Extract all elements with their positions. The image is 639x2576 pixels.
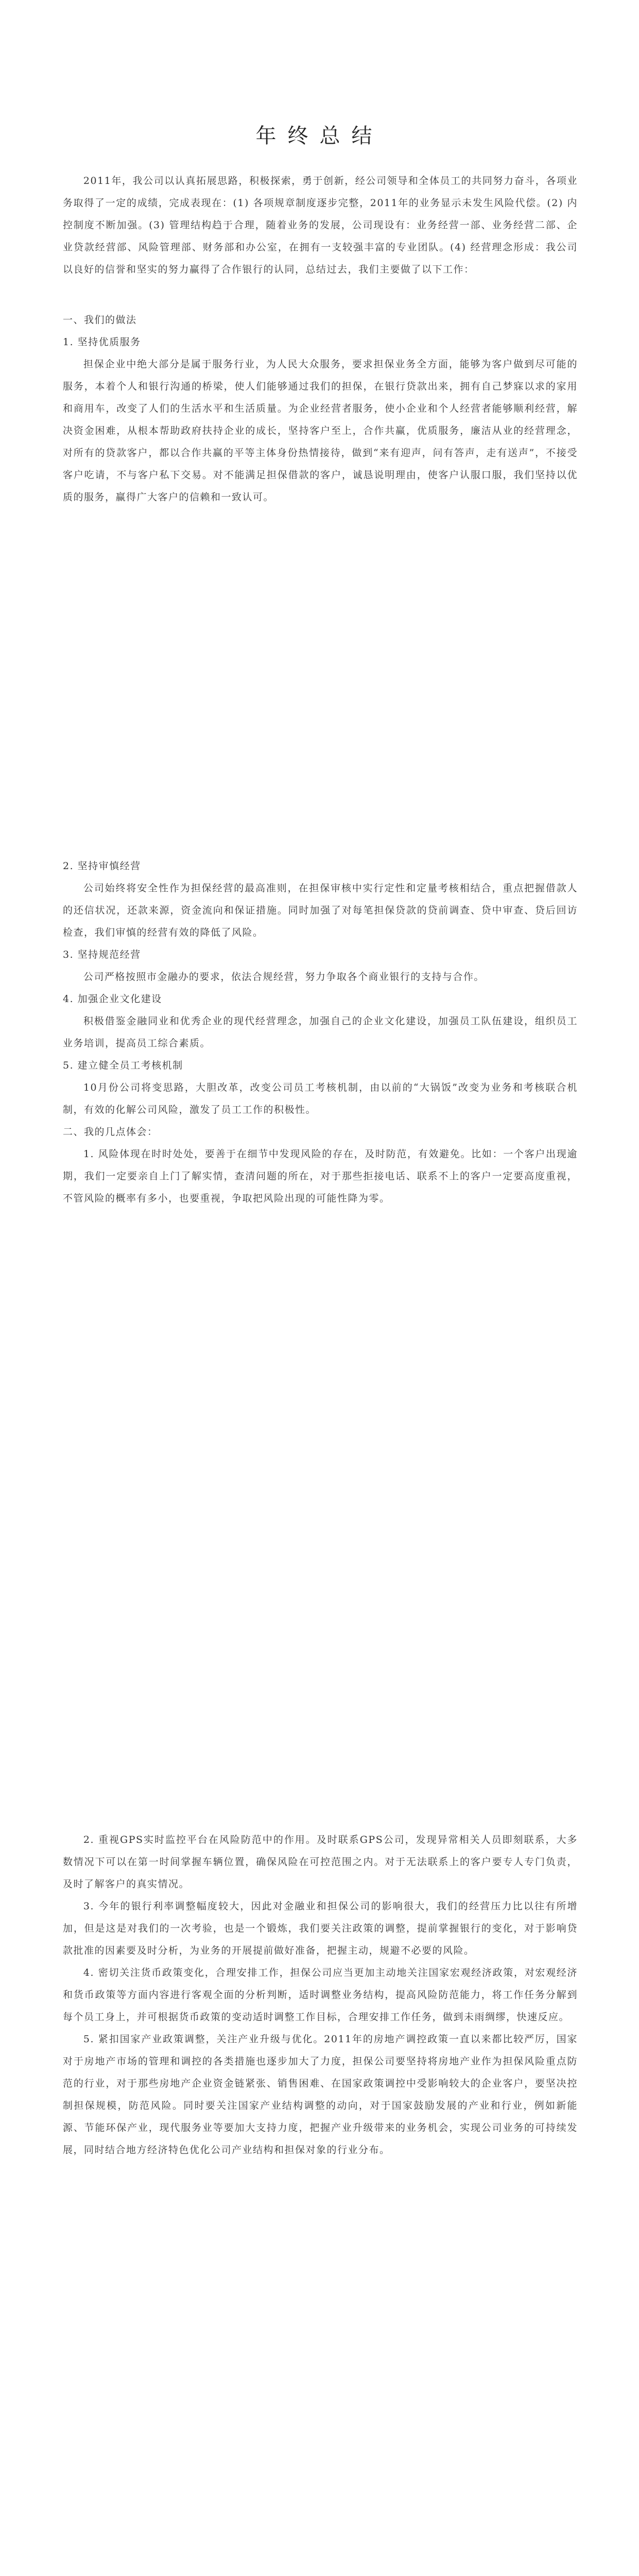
item-3-title: 3. 坚持规范经营 [63,949,141,960]
item-2-title: 2. 坚持审慎经营 [63,860,141,872]
section-heading-experiences: 二、我的几点体会： [63,1126,158,1138]
section-one [63,309,578,509]
item-4-title: 4. 加强企业文化建设 [63,993,162,1005]
intro-paragraph: 2011年，我公司以认真拓展思路，积极探索，勇于创新，经公司领导和全体员工的共同努力奋斗，各项业务取得了一定的成绩，完成表现在：(1) 各项规章制度逐步完整，2011年的业务显示未发生风险代偿。(2) 内控制度不断加强。(3) 管理结构趋于合理，随着业务的发展，公司现设有：业务经营一部、业务经营二部、企业贷款经营部、风险管理部、财务部和办公室，在拥有一支较强丰富的专业团队。(4) 经营理念形成：我公司以良好的信誉和坚实的努力赢得了合作银行的认同，总结过去，我们主要做了以下工作： [63,175,578,275]
item-1-body: 担保企业中绝大部分是属于服务行业，为人民大众服务，要求担保业务全方面，能够为客户做到尽可能的服务，本着个人和银行沟通的桥梁，使人们能够通过我们的担保，在银行贷款出来，拥有自己梦寐以求的家用和商用车，改变了人们的生活水平和生活质量。为企业经营者服务，使小企业和个人经营者能够顺利经营，解决资金困难，从根本帮助政府扶持企业的成长，坚持客户至上，合作共赢，优质服务，廉洁从业的经营理念，对所有的贷款客户，都以合作共赢的平等主体身份热情接待，做到“来有迎声，问有答声，走有送声”，不接受客户吃请，不与客户私下交易。对不能满足担保借款的客户，诚恳说明理由，使客户认服口服，我们坚持以优质的服务，赢得广大客户的信赖和一致认可。 [63,359,578,503]
experience-3: 3. 今年的银行利率调整幅度较大，因此对金融业和担保公司的影响很大，我们的经营压力比以往有所增加，但是这是对我们的一次考验，也是一个锻炼，我们要关注政策的调整，提前掌握银行的变化，对于影响贷款批准的因素要及时分析，为业务的开展提前做好准备，把握主动，规避不必要的风险。 [63,1901,578,1956]
experience-5: 5. 紧扣国家产业政策调整，关注产业升级与优化。2011年的房地产调控政策一直以来都比较严厉，国家对于房地产市场的管理和调控的各类措施也逐步加大了力度，担保公司要坚持将房地产业作为担保风险重点防范的行业，对于那些房地产企业资金链紧张、销售困难、在国家政策调控中受影响较大的企业客户，要坚决控制担保规模，防范风险。同时要关注国家产业结构调整的动向，对于国家鼓励发展的产业和行业，例如新能源、节能环保产业，现代服务业等要加大支持力度，把握产业升级带来的业务机会，实现公司业务的可持续发展，同时结合地方经济特色优化公司产业结构和担保对象的行业分布。 [63,2033,578,2156]
item-1-title: 1. 坚持优质服务 [63,336,141,348]
section-two-cont [63,1829,578,2161]
section-one-cont [63,855,578,1210]
item-5-body: 10月份公司将变思路，大胆改革，改变公司员工考核机制，由以前的“大锅饭”改变为业务和考核联合机制，有效的化解公司风险，激发了员工工作的积极性。 [63,1082,578,1115]
experience-4: 4. 密切关注货币政策变化，合理安排工作，担保公司应当更加主动地关注国家宏观经济政策，对宏观经济和货币政策等方面内容进行客观全面的分析判断，适时调整业务结构，提高风险防范能力，将工作任务分解到每个员工身上，并可根据货币政策的变动适时调整工作目标，合理安排工作任务，做到未雨绸缪，快速反应。 [63,1967,578,2023]
item-4-body: 积极借鉴金融同业和优秀企业的现代经营理念，加强自己的企业文化建设，加强员工队伍建设，组织员工业务培训，提高员工综合素质。 [63,1015,578,1049]
page-title: 年终总结 [255,124,384,148]
item-2-body: 公司始终将安全性作为担保经营的最高准则，在担保审核中实行定性和定量考核相结合，重点把握借款人的还信状况，还款来源，资金流向和保证措施。同时加强了对每笔担保贷款的贷前调查、贷中审查、贷后回访检查，我们审慎的经营有效的降低了风险。 [63,883,578,938]
section-intro [63,170,578,281]
item-3-body: 公司严格按照市金融办的要求，依法合规经营，努力争取各个商业银行的支持与合作。 [83,971,485,982]
experience-2: 2. 重视GPS实时监控平台在风险防范中的作用。及时联系GPS公司，发现异常相关人员即刻联系，大多数情况下可以在第一时间掌握车辆位置，确保风险在可控范围之内。对于无法联系上的客户要专人专门负责，及时了解客户的真实情况。 [63,1834,578,1890]
item-5-title: 5. 建立健全员工考核机制 [63,1060,183,1071]
experience-1: 1. 风险体现在时时处处，要善于在细节中发现风险的存在，及时防范，有效避免。比如：一个客户出现逾期，我们一定要亲自上门了解实情，查清问题的所在，对于那些拒接电话、联系不上的客户一定要高度重视，不管风险的概率有多小，也要重视，争取把风险出现的可能性降为零。 [63,1148,578,1204]
section-heading-our-methods: 一、我们的做法 [63,314,137,326]
